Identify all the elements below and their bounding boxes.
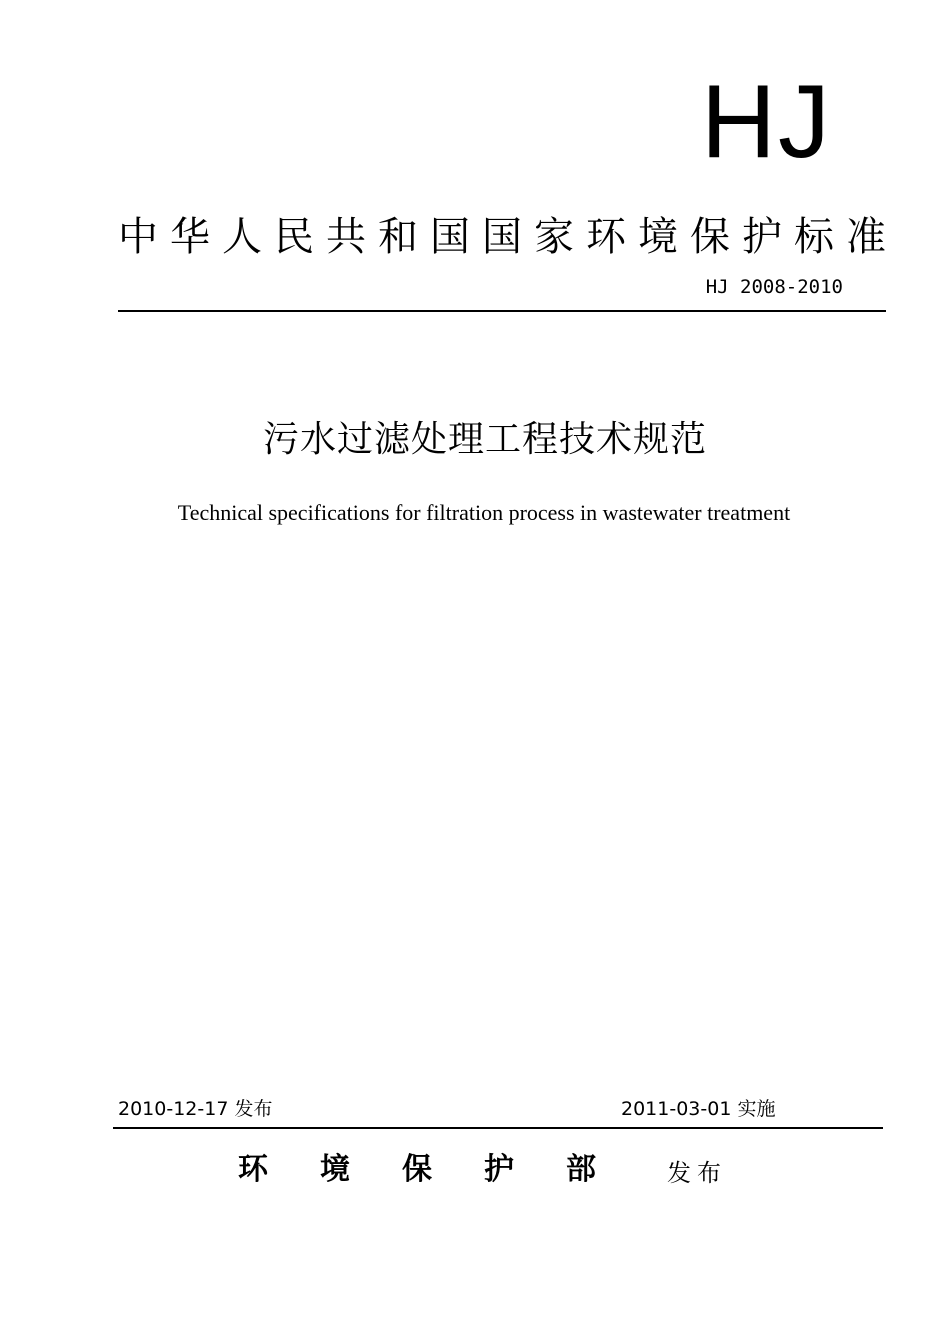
- implementation-date: 2011-03-01 实施: [621, 1098, 776, 1120]
- hj-logo: HJ: [700, 64, 832, 180]
- standard-code: HJ 2008-2010: [705, 276, 843, 298]
- chinese-title: 污水过滤处理工程技术规范: [262, 419, 707, 460]
- standard-type-heading: 中华人民共和国国家环境保护标准: [118, 214, 898, 260]
- issuing-ministry: 环境保护部: [238, 1152, 648, 1187]
- bottom-divider: [113, 1127, 883, 1129]
- top-divider: [118, 310, 886, 312]
- issued-label: 发布: [667, 1159, 727, 1187]
- publication-date: 2010-12-17 发布: [118, 1098, 273, 1120]
- english-title: Technical specifications for filtration process in wastewater treatment: [177, 500, 791, 525]
